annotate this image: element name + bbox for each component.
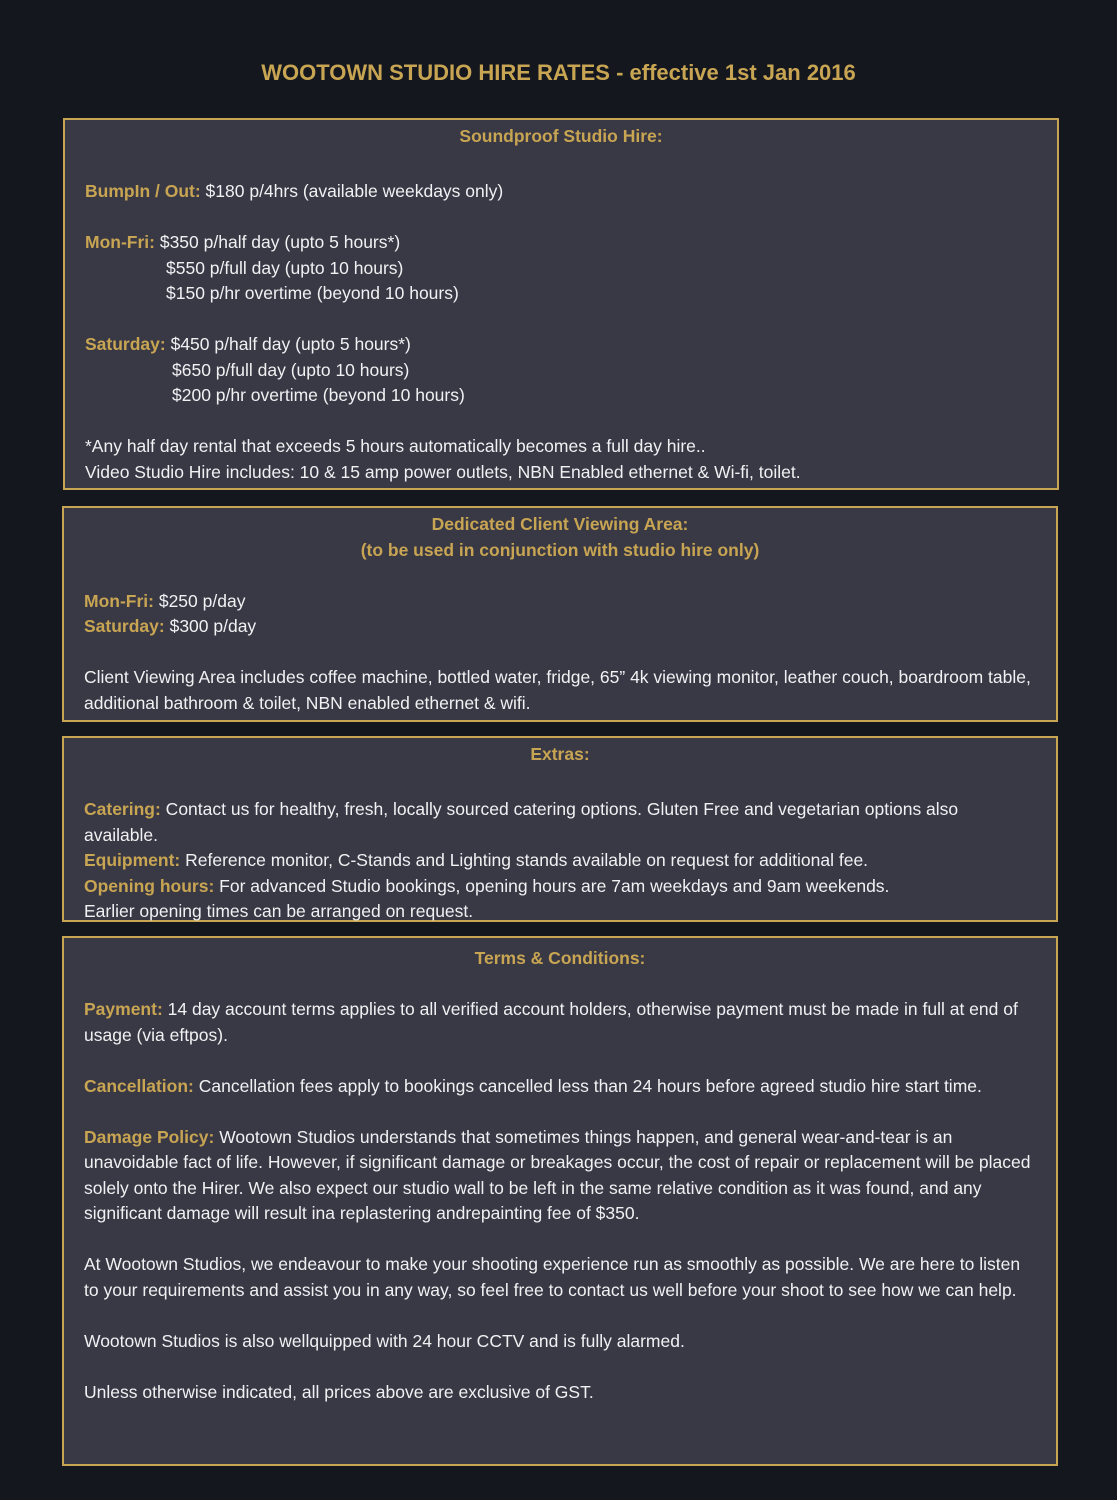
opening-hours-info: [84, 874, 1036, 900]
viewing-monfri-value: $250 p/day: [153, 590, 246, 611]
monfri-rate: [85, 230, 1037, 256]
cancellation-label: Cancellation:: [84, 1075, 194, 1096]
payment-terms: [84, 997, 1036, 1048]
viewing-area-subheading: (to be used in conjunction with studio hire only): [360, 539, 760, 560]
saturday-line-1: $450 p/half day (upto 5 hours*): [165, 334, 411, 354]
bumpin-label: BumpIn / Out:: [85, 181, 201, 201]
saturday-line-2: $650 p/full day (upto 10 hours): [172, 359, 410, 380]
cctv-statement: Wootown Studios is also wellquipped with 24 hour CCTV and is fully alarmed.: [84, 1330, 685, 1351]
saturday-line-3: $200 p/hr overtime (beyond 10 hours): [172, 385, 465, 405]
equipment-info: [84, 848, 1036, 874]
studio-hire-heading: Soundproof Studio Hire:: [459, 126, 663, 146]
catering-value: Contact us for healthy, fresh, locally sourced catering options. Gluten Free and vegetarian options also available.: [84, 799, 959, 845]
studio-includes-note: Video Studio Hire includes: 10 & 15 amp power outlets, NBN Enabled ethernet & Wi-fi, toilet.: [85, 461, 801, 482]
viewing-area-panel: [62, 506, 1058, 722]
equipment-label: Equipment:: [84, 850, 181, 870]
viewing-area-description: Client Viewing Area includes coffee machine, bottled water, fridge, 65” 4k viewing monitor, leather couch, boardroom table, additional bathroom & toilet, NBN enabled ethernet & wifi.: [84, 667, 1031, 713]
monfri-line-2: $550 p/full day (upto 10 hours): [166, 257, 404, 278]
viewing-saturday-rate: [84, 614, 1036, 640]
monfri-line-3: $150 p/hr overtime (beyond 10 hours): [166, 283, 459, 303]
cancellation-value: Cancellation fees apply to bookings cancelled less than 24 hours before agreed studio hire start time.: [193, 1075, 982, 1096]
catering-info: [84, 797, 1036, 848]
monfri-line-1: $350 p/half day (upto 5 hours*): [154, 232, 401, 252]
viewing-saturday-value: $300 p/day: [164, 616, 257, 636]
damage-policy: [84, 1125, 1036, 1227]
viewing-monfri-label: Mon-Fri:: [84, 590, 154, 611]
opening-hours-value: For advanced Studio bookings, opening hours are 7am weekdays and 9am weekends.: [214, 875, 890, 896]
opening-hours-label: Opening hours:: [84, 875, 215, 896]
opening-hours-note: Earlier opening times can be arranged on request.: [84, 901, 474, 921]
page-title: WOOTOWN STUDIO HIRE RATES - effective 1st Jan 2016: [261, 60, 856, 85]
equipment-value: Reference monitor, C-Stands and Lighting stands available on request for additional fee.: [180, 850, 869, 870]
studio-hire-panel: [63, 118, 1059, 490]
experience-statement: At Wootown Studios, we endeavour to make your shooting experience run as smoothly as possible. We are here to listen to your requirements and assist you in any way, so feel free to contact us well before your shoot to see how we can help.: [84, 1254, 1021, 1300]
damage-value: Wootown Studios understands that sometimes things happen, and general wear-and-tear is an unavoidable fact of life. However, if significant damage or breakages occur, the cost of repair or replacement will be placed solely onto the Hirer. We also expect our studio wall to be left in the same relative condition as it was found, and any significant damage will result ina replastering andrepainting fee of $350.: [84, 1126, 1031, 1223]
damage-label: Damage Policy:: [84, 1126, 215, 1147]
half-day-note: *Any half day rental that exceeds 5 hours automatically becomes a full day hire..: [85, 436, 706, 456]
bumpin-value: $180 p/4hrs (available weekdays only): [200, 181, 504, 201]
terms-panel: [62, 936, 1058, 1466]
cancellation-terms: [84, 1074, 1036, 1100]
saturday-rate: [85, 332, 1037, 358]
viewing-monfri-rate: [84, 589, 1036, 615]
payment-value: 14 day account terms applies to all verified account holders, otherwise payment must be made in full at end of usage (via eftpos).: [84, 999, 1018, 1045]
catering-label: Catering:: [84, 799, 161, 819]
extras-panel: [62, 736, 1058, 922]
viewing-area-heading: Dedicated Client Viewing Area:: [431, 514, 689, 534]
gst-statement: Unless otherwise indicated, all prices above are exclusive of GST.: [84, 1381, 594, 1402]
extras-heading: Extras:: [530, 744, 590, 764]
saturday-label: Saturday:: [85, 334, 166, 354]
viewing-saturday-label: Saturday:: [84, 616, 165, 636]
monfri-label: Mon-Fri:: [85, 232, 155, 252]
terms-heading: Terms & Conditions:: [474, 948, 646, 968]
payment-label: Payment:: [84, 999, 163, 1019]
bumpin-rate: [85, 179, 1037, 205]
